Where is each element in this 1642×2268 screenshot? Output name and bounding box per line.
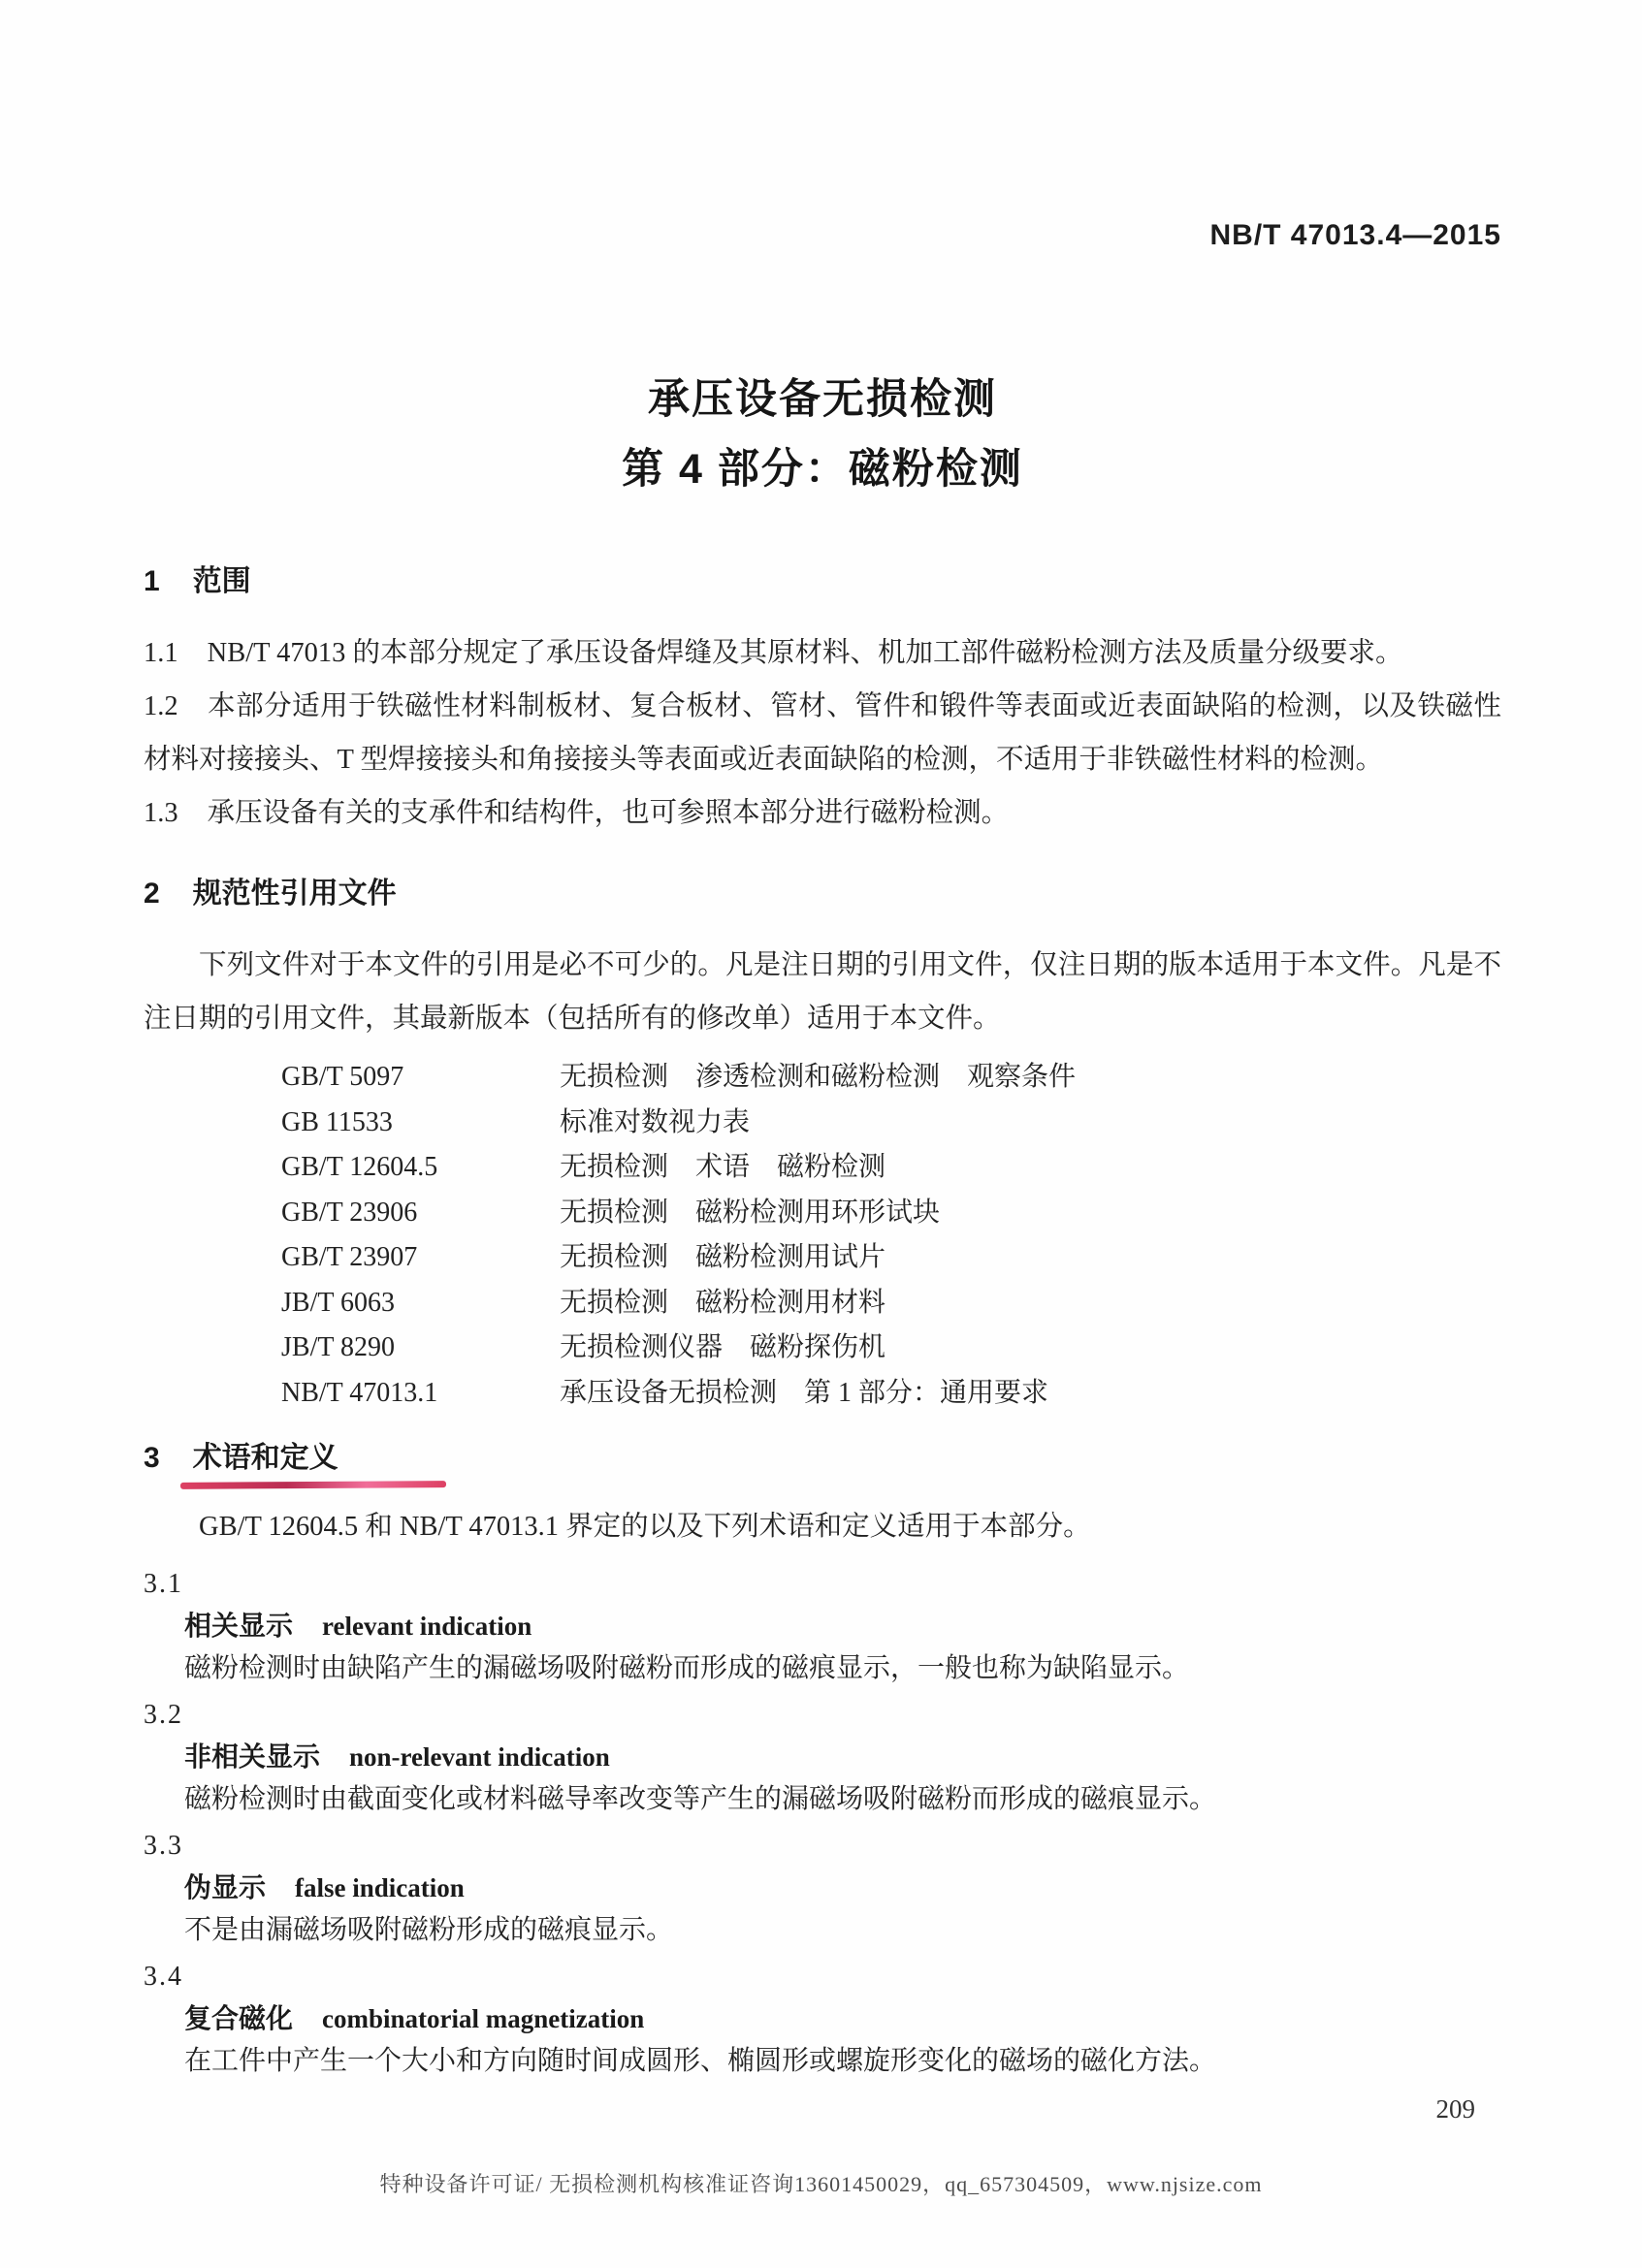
term-name-zh: 非相关显示 <box>184 1741 321 1772</box>
para-1-2 <box>144 680 1501 786</box>
reference-title: 无损检测仪器 磁粉探伤机 <box>560 1332 886 1362</box>
reference-title: 无损检测 渗透检测和磁粉检测 观察条件 <box>560 1062 1077 1092</box>
term-name-zh: 复合磁化 <box>184 2003 294 2033</box>
reference-title: 标准对数视力表 <box>560 1106 751 1137</box>
term-definition: 磁粉检测时由截面变化或材料磁导率改变等产生的漏磁场吸附磁粉而形成的磁痕显示。 <box>184 1784 1217 1814</box>
term-name-en: combinatorial magnetization <box>322 2004 645 2033</box>
reference-code: GB/T 12604.5 <box>281 1152 438 1182</box>
section-1-heading <box>144 562 1501 601</box>
para-1-3-number: 1.3 <box>144 798 178 828</box>
reference-code: GB/T 23906 <box>281 1197 418 1228</box>
section-1-title: 范围 <box>192 565 251 597</box>
term-item <box>144 1956 1501 2082</box>
term-name <box>144 1605 1501 1647</box>
para-1-3-text: 承压设备有关的支承件和结构件，也可参照本部分进行磁粉检测。 <box>207 798 1010 828</box>
term-definition: 在工件中产生一个大小和方向随时间成圆形、椭圆形或螺旋形变化的磁场的磁化方法。 <box>184 2046 1217 2076</box>
reference-code: GB/T 5097 <box>281 1062 404 1092</box>
section-3-red-underline-mark <box>180 1481 446 1489</box>
reference-title: 无损检测 术语 磁粉检测 <box>560 1152 886 1182</box>
terms-list <box>144 1563 1501 2082</box>
section-2-title: 规范性引用文件 <box>192 878 397 910</box>
reference-row <box>144 1281 1501 1326</box>
references-list <box>144 1055 1501 1416</box>
reference-row <box>144 1235 1501 1281</box>
term-number: 3.4 <box>144 1962 183 1992</box>
reference-code: GB/T 23907 <box>281 1242 418 1272</box>
section-3-title: 术语和定义 <box>192 1442 338 1474</box>
reference-row <box>144 1101 1501 1146</box>
term-item <box>144 1825 1501 1951</box>
footer-license-text: 特种设备许可证/ 无损检测机构核准证咨询13601450029，qq_657304509，www.njsize.com <box>379 2172 1263 2196</box>
doc-title-line1: 承压设备无损检测 <box>648 376 997 423</box>
section-2-heading <box>144 875 1501 913</box>
reference-title: 无损检测 磁粉检测用材料 <box>560 1287 886 1318</box>
term-item <box>144 1694 1501 1820</box>
doc-title-line2: 第 4 部分：磁粉检测 <box>622 446 1023 493</box>
section-1-number: 1 <box>144 565 160 597</box>
term-number: 3.2 <box>144 1700 183 1730</box>
page-number: 209 <box>1435 2094 1475 2124</box>
term-name-zh: 相关显示 <box>184 1611 294 1641</box>
reference-row <box>144 1145 1501 1191</box>
reference-row <box>144 1191 1501 1236</box>
para-1-2-number: 1.2 <box>144 691 178 721</box>
term-definition: 磁粉检测时由缺陷产生的漏磁场吸附磁粉而形成的磁痕显示，一般也称为缺陷显示。 <box>184 1653 1190 1683</box>
section-3-intro: GB/T 12604.5 和 NB/T 47013.1 界定的以及下列术语和定义适用于本部分。 <box>199 1512 1091 1542</box>
term-item <box>144 1563 1501 1689</box>
term-name-en: relevant indication <box>322 1612 532 1641</box>
doc-title <box>144 365 1501 504</box>
section-2-intro: 下列文件对于本文件的引用是必不可少的。凡是注日期的引用文件，仅注日期的版本适用于本文件。凡是不注日期的引用文件，其最新版本（包括所有的修改单）适用于本文件。 <box>144 950 1501 1034</box>
term-number: 3.1 <box>144 1569 183 1599</box>
section-3-heading <box>144 1439 1501 1478</box>
reference-code: JB/T 6063 <box>281 1287 395 1318</box>
term-name-zh: 伪显示 <box>184 1872 267 1902</box>
reference-title: 无损检测 磁粉检测用试片 <box>560 1242 886 1272</box>
reference-row <box>144 1371 1501 1417</box>
reference-code: NB/T 47013.1 <box>281 1377 438 1408</box>
reference-title: 承压设备无损检测 第 1 部分：通用要求 <box>560 1377 1049 1408</box>
term-number: 3.3 <box>144 1831 183 1861</box>
reference-code: JB/T 8290 <box>281 1332 395 1362</box>
term-name-en: non-relevant indication <box>349 1742 610 1772</box>
para-1-2-text: 本部分适用于铁磁性材料制板材、复合板材、管材、管件和锻件等表面或近表面缺陷的检测，以及铁磁性材料对接接头、T 型焊接接头和角接接头等表面或近表面缺陷的检测，不适用于非铁磁性材料的检测。 <box>144 691 1501 775</box>
term-name <box>144 1867 1501 1909</box>
para-1-1-number: 1.1 <box>144 638 178 668</box>
para-1-1 <box>144 626 1501 680</box>
term-definition: 不是由漏磁场吸附磁粉形成的磁痕显示。 <box>184 1915 674 1945</box>
reference-code: GB 11533 <box>281 1106 393 1137</box>
reference-row <box>144 1055 1501 1101</box>
term-name-en: false indication <box>295 1873 465 1902</box>
reference-row <box>144 1326 1501 1371</box>
para-1-1-text: NB/T 47013 的本部分规定了承压设备焊缝及其原材料、机加工部件磁粉检测方法及质量分级要求。 <box>207 638 1403 668</box>
reference-title: 无损检测 磁粉检测用环形试块 <box>560 1197 941 1228</box>
doc-number: NB/T 47013.4—2015 <box>1209 219 1501 251</box>
para-1-3 <box>144 786 1501 840</box>
section-3-number: 3 <box>144 1442 160 1474</box>
section-2-number: 2 <box>144 878 160 910</box>
term-name <box>144 1736 1501 1778</box>
term-name <box>144 1997 1501 2040</box>
